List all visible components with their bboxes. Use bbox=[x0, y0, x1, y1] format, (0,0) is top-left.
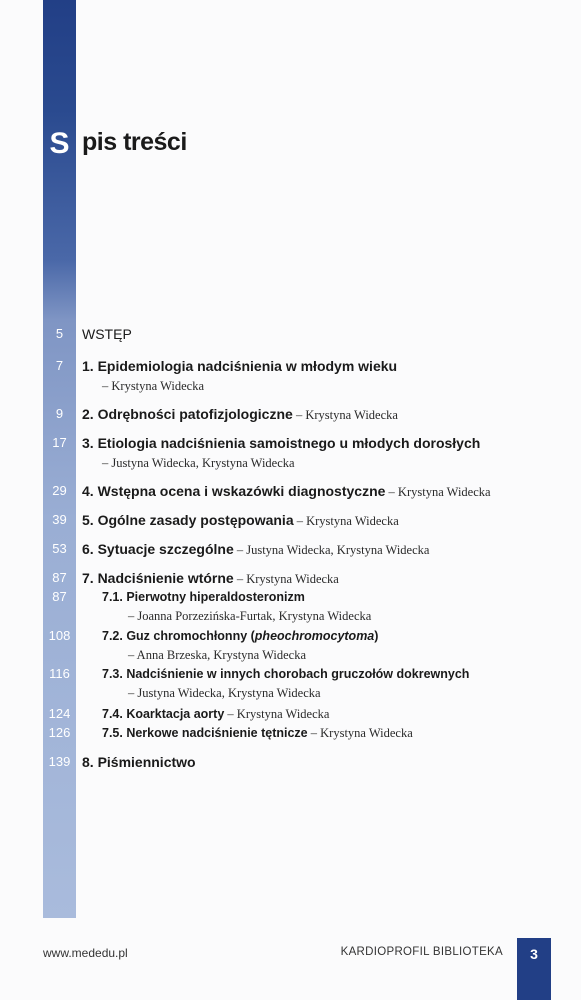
toc-entry[interactable] bbox=[0, 752, 581, 772]
toc-entry-label: 1. Epidemiologia nadciśnienia w młodym wieku bbox=[82, 358, 398, 374]
toc-subentry[interactable] bbox=[0, 587, 581, 607]
toc-entry-title: 7.4. Koarktacja aorty bbox=[102, 707, 225, 721]
toc-page-number: 87 bbox=[52, 589, 67, 604]
toc-entry[interactable] bbox=[0, 433, 581, 453]
page-number-badge: 3 bbox=[517, 938, 551, 1000]
toc-entry[interactable] bbox=[0, 404, 581, 424]
toc-page-number: 9 bbox=[55, 406, 64, 421]
toc-page-number: 87 bbox=[52, 570, 67, 585]
toc-entry-author: – Anna Brzeska, Krystyna Widecka bbox=[128, 648, 307, 662]
toc-page-number: 126 bbox=[48, 725, 71, 740]
toc-entry-author: – Krystyna Widecka bbox=[292, 408, 398, 422]
toc-entry[interactable] bbox=[0, 481, 581, 501]
toc-entry-label: WSTĘP bbox=[82, 326, 132, 342]
toc-subentry[interactable] bbox=[0, 626, 581, 646]
toc-page-number: 53 bbox=[52, 541, 67, 556]
toc-entry-label bbox=[82, 539, 429, 560]
toc-entry-label bbox=[82, 481, 491, 502]
toc-entry-author: – Justyna Widecka, Krystyna Widecka bbox=[233, 543, 430, 557]
toc-subentry[interactable] bbox=[0, 723, 581, 743]
toc-page-number: 29 bbox=[52, 483, 67, 498]
toc-entry[interactable] bbox=[0, 539, 581, 559]
toc-page-number: 7 bbox=[55, 358, 64, 373]
toc-entry-author: – Krystyna Widecka bbox=[385, 485, 491, 499]
toc-entry-title: 7.5. Nerkowe nadciśnienie tętnicze bbox=[102, 726, 308, 740]
toc-entry-label: 7.3. Nadciśnienie w innych chorobach gruczołów dokrewnych bbox=[102, 667, 470, 681]
toc-entry-label bbox=[102, 704, 329, 724]
toc-entry-title-italic: pheochromocytoma bbox=[254, 629, 375, 643]
toc-subentry[interactable] bbox=[0, 664, 581, 684]
toc-entry-label bbox=[82, 510, 399, 531]
toc-entry-author: – Krystyna Widecka bbox=[224, 707, 330, 721]
toc-entry[interactable] bbox=[0, 568, 581, 588]
toc-entry-label: 7.1. Pierwotny hiperaldosteronizm bbox=[102, 590, 305, 604]
toc-entry-author: – Krystyna Widecka bbox=[293, 514, 399, 528]
title-initial: S bbox=[49, 127, 70, 160]
toc-entry[interactable] bbox=[0, 324, 581, 344]
toc-page-number: 124 bbox=[48, 706, 71, 721]
toc-entry-label bbox=[82, 404, 398, 425]
toc-subentry[interactable] bbox=[0, 704, 581, 724]
toc-entry-label bbox=[102, 626, 378, 646]
footer-series-title: KARDIOPROFIL BIBLIOTEKA bbox=[340, 946, 503, 958]
toc-entry-author: – Justyna Widecka, Krystyna Widecka bbox=[102, 456, 295, 470]
toc-entry-title-end: ) bbox=[374, 629, 379, 643]
toc-entry-title: 2. Odrębności patofizjologiczne bbox=[82, 406, 293, 422]
page-title: pis treści bbox=[82, 128, 187, 156]
toc-entry-label bbox=[82, 568, 339, 589]
toc-page-number: 17 bbox=[52, 435, 67, 450]
toc-page-number: 5 bbox=[55, 326, 64, 341]
toc-entry-title: 6. Sytuacje szczególne bbox=[82, 541, 234, 557]
toc-entry-title: 7. Nadciśnienie wtórne bbox=[82, 570, 234, 586]
footer-website-link[interactable]: www.mededu.pl bbox=[43, 946, 128, 960]
toc-entry-title: 4. Wstępna ocena i wskazówki diagnostyczne bbox=[82, 483, 386, 499]
toc-entry[interactable] bbox=[0, 356, 581, 376]
toc-page-number: 39 bbox=[52, 512, 67, 527]
toc-entry[interactable] bbox=[0, 510, 581, 530]
toc-page-number: 139 bbox=[48, 754, 71, 769]
toc-entry-title: 7.2. Guz chromochłonny ( bbox=[102, 629, 255, 643]
toc-entry-label: 3. Etiologia nadciśnienia samoistnego u młodych dorosłych bbox=[82, 435, 481, 451]
toc-entry-author: – Krystyna Widecka bbox=[102, 379, 205, 393]
toc-entry-author: – Krystyna Widecka bbox=[233, 572, 339, 586]
toc-entry-author: – Justyna Widecka, Krystyna Widecka bbox=[128, 686, 321, 700]
toc-entry-author: – Joanna Porzezińska-Furtak, Krystyna Widecka bbox=[128, 609, 372, 623]
toc-entry-title: 5. Ogólne zasady postępowania bbox=[82, 512, 294, 528]
toc-page-number: 108 bbox=[48, 628, 71, 643]
toc-page-number: 116 bbox=[49, 666, 70, 681]
toc-entry-label bbox=[102, 723, 413, 743]
toc-entry-label: 8. Piśmiennictwo bbox=[82, 754, 196, 770]
toc-entry-author: – Krystyna Widecka bbox=[307, 726, 413, 740]
